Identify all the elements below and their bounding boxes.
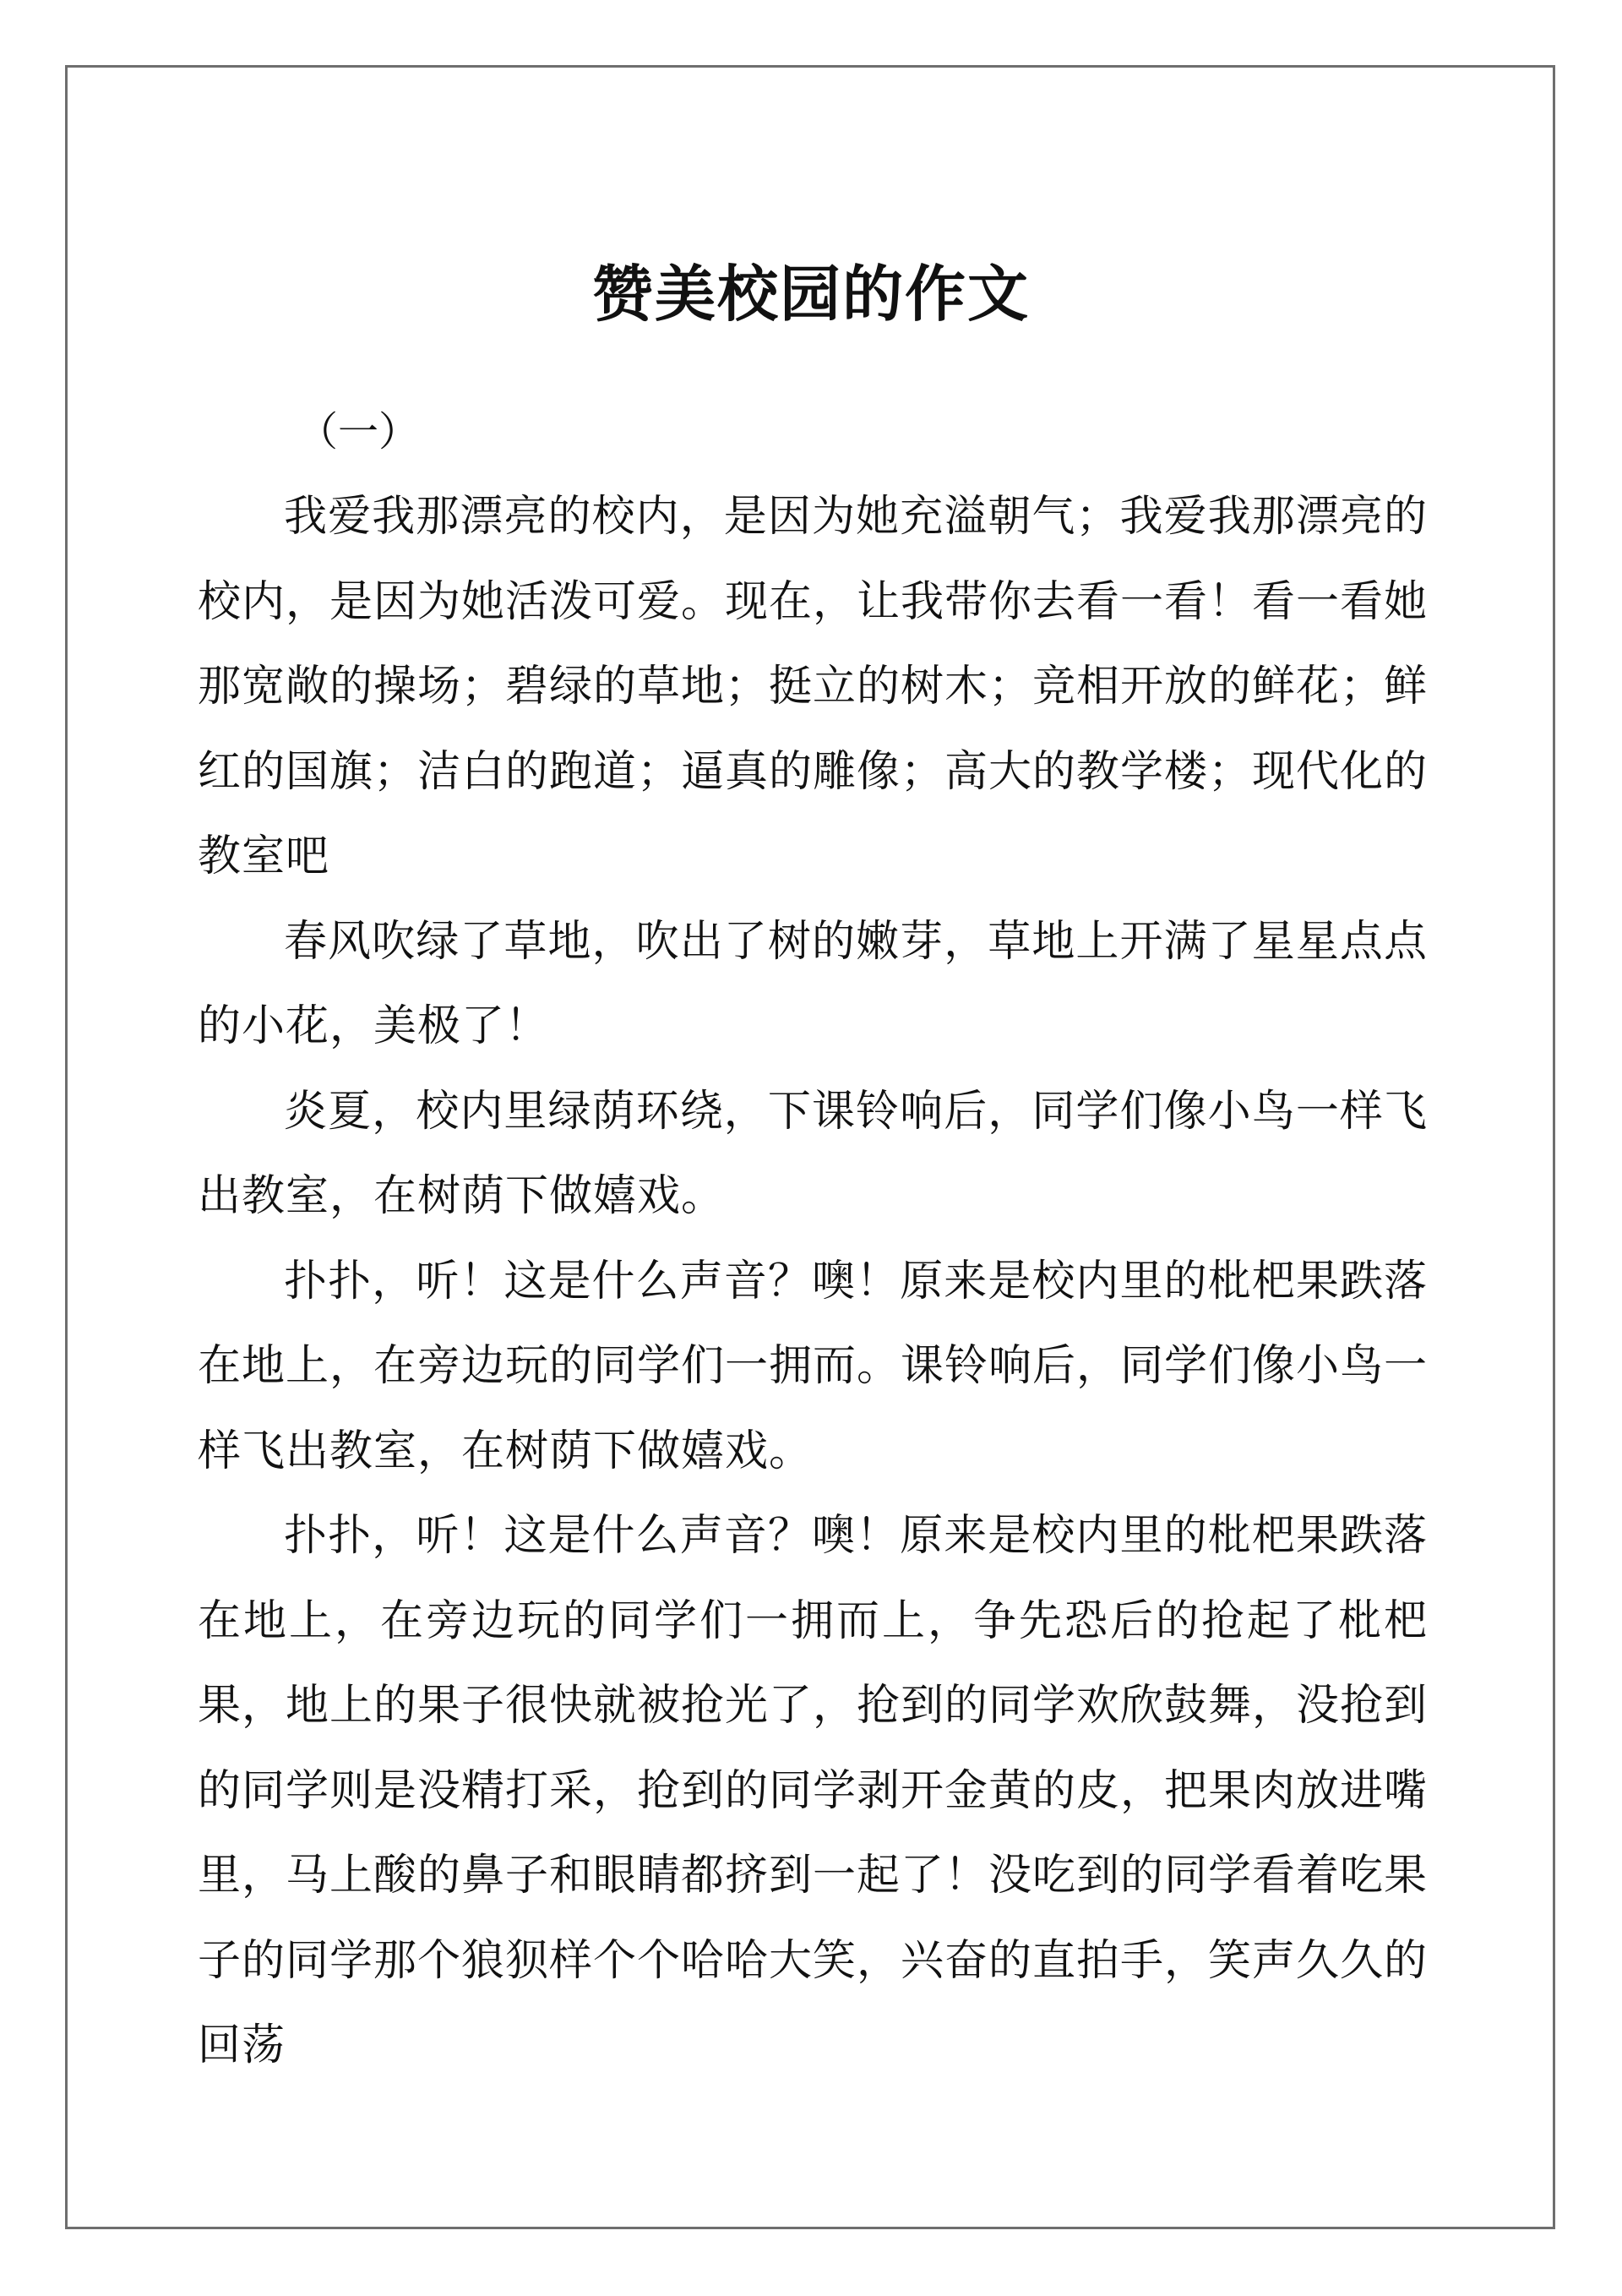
section-label: （一）	[297, 408, 420, 455]
document-title: 赞美校园的作文	[591, 258, 1030, 330]
paragraph-1: 我爱我那漂亮的校内，是因为她充溢朝气；我爱我那漂亮的校内，是因为她活泼可爱。现在，让我带你去看一看！看一看她那宽敞的操场；碧绿的草地；挺立的树木；竞相开放的鲜花；鲜红的国旗；洁白的跑道；逼真的雕像；高大的教学楼；现代化的教室吧	[198, 492, 1429, 881]
document-body	[198, 475, 1428, 2089]
paragraph-5: 扑扑，听！这是什么声音？噢！原来是校内里的枇杷果跌落在地上，在旁边玩的同学们一拥而上，争先恐后的抢起了枇杷果，地上的果子很快就被抢光了，抢到的同学欢欣鼓舞，没抢到的同学则是没精打采，抢到的同学剥开金黄的皮，把果肉放进嘴里，马上酸的鼻子和眼睛都挤到一起了！没吃到的同学看着吃果子的同学那个狼狈样个个哈哈大笑，兴奋的直拍手，笑声久久的回荡	[198, 1511, 1429, 2070]
paragraph-2: 春风吹绿了草地，吹出了树的嫩芽，草地上开满了星星点点的小花，美极了！	[198, 916, 1428, 1051]
paragraph-3: 炎夏，校内里绿荫环绕，下课铃响后，同学们像小鸟一样飞出教室，在树荫下做嬉戏。	[198, 1086, 1428, 1221]
paragraph-4: 扑扑，听！这是什么声音？噢！原来是校内里的枇杷果跌落在地上，在旁边玩的同学们一拥而。课铃响后，同学们像小鸟一样飞出教室，在树荫下做嬉戏。	[198, 1256, 1429, 1476]
